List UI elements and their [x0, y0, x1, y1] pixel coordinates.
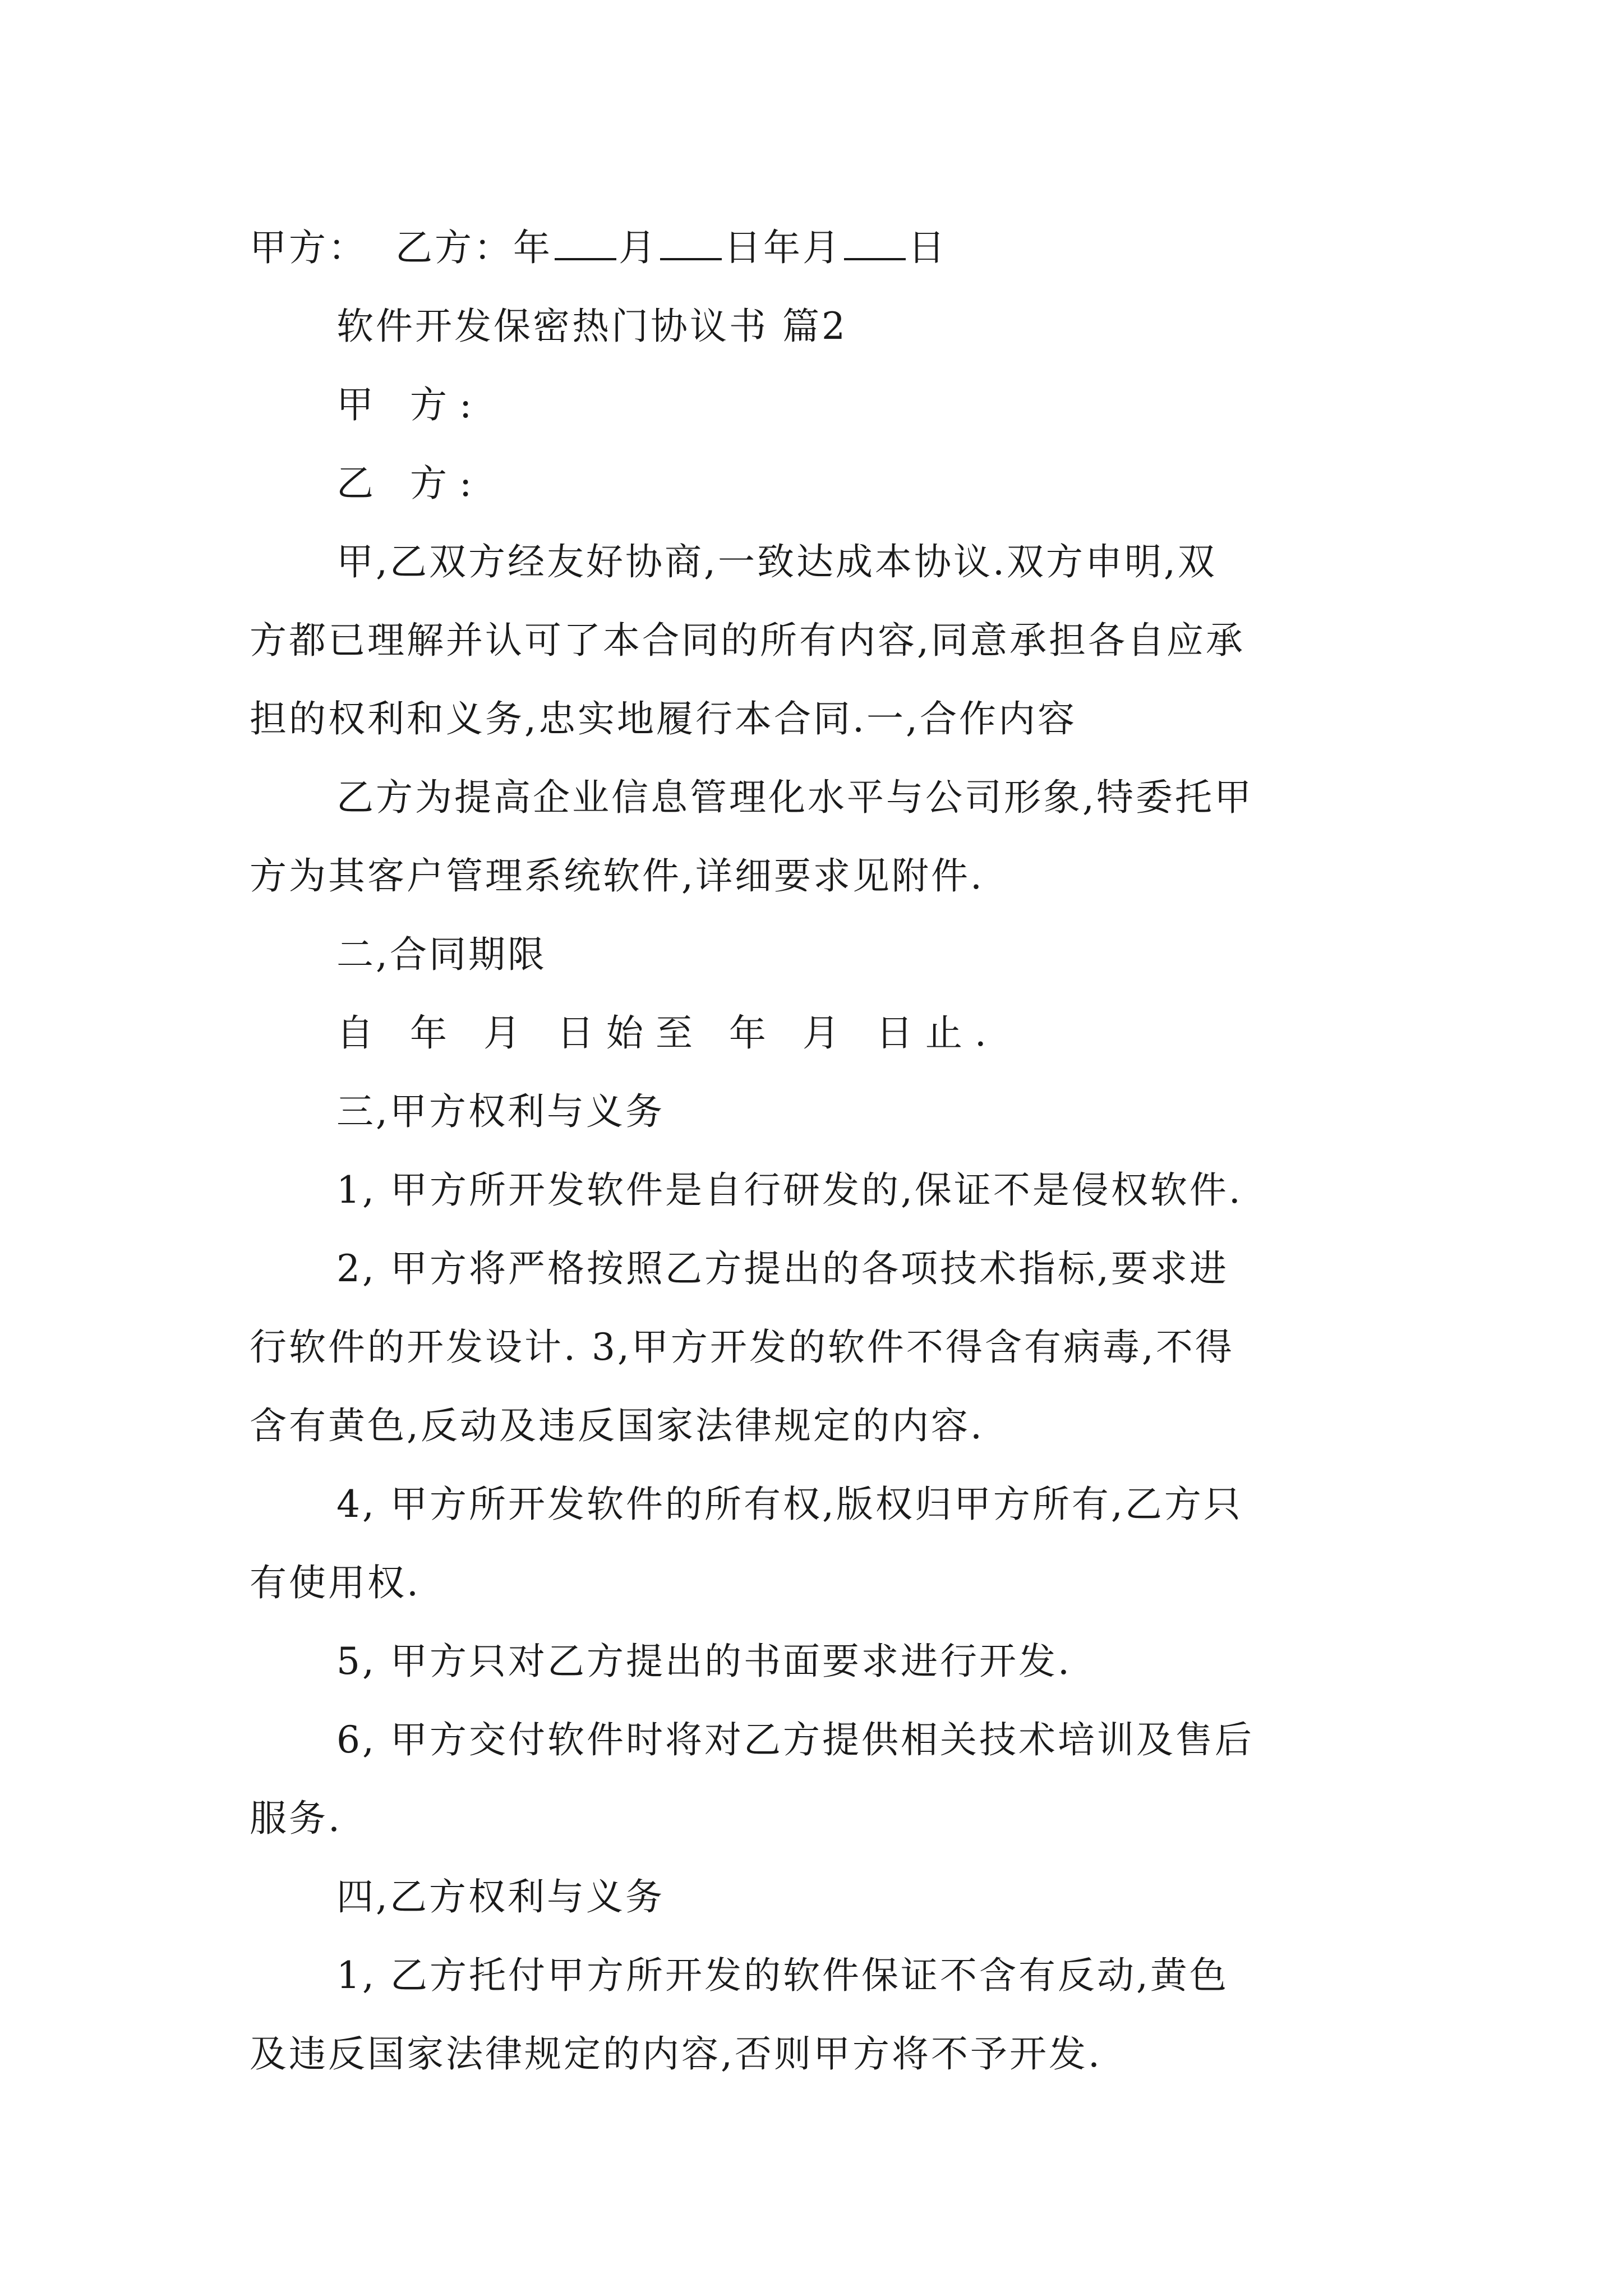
day-label: 日 — [907, 226, 947, 269]
paragraph-line: 自 年 月 日始至 年 月 日止. — [336, 1011, 999, 1055]
signature-line — [250, 209, 1374, 287]
party-b-label: 乙方：年 — [395, 226, 552, 269]
month-label: 月 — [618, 226, 658, 269]
clause-line: 服务. — [250, 1797, 342, 1840]
clause-line: 4, 甲方所开发软件的所有权,版权归甲方所有,乙方只 — [336, 1483, 1243, 1526]
section-heading: 四,乙方权利与义务 — [336, 1875, 665, 1918]
paragraph-line: 方都已理解并认可了本合同的所有内容,同意承担各自应承 — [250, 619, 1245, 662]
paragraph-line: 方为其客户管理系统软件,详细要求见附件. — [250, 854, 984, 898]
clause-line: 含有黄色,反动及违反国家法律规定的内容. — [250, 1404, 984, 1447]
clause-line: 6, 甲方交付软件时将对乙方提供相关技术培训及售后 — [336, 1718, 1254, 1761]
clause-line: 5, 甲方只对乙方提出的书面要求进行开发. — [336, 1640, 1072, 1683]
section-title: 软件开发保密热门协议书 篇2 — [336, 305, 847, 348]
section-heading: 二,合同期限 — [336, 933, 547, 976]
section-heading: 三,甲方权利与义务 — [336, 1090, 665, 1133]
paragraph-line: 甲,乙双方经友好协商,一致达成本协议.双方申明,双 — [336, 540, 1217, 583]
clause-line: 1, 乙方托付甲方所开发的软件保证不含有反动,黄色 — [336, 1954, 1229, 1997]
blank-line — [555, 229, 616, 260]
party-a-line: 甲 方: — [336, 383, 485, 426]
clause-line: 2, 甲方将严格按照乙方提出的各项技术指标,要求进 — [336, 1247, 1229, 1290]
clause-line: 有使用权. — [250, 1561, 421, 1604]
blank-line — [844, 229, 906, 260]
document-body — [250, 209, 1374, 2093]
clause-line: 及违反国家法律规定的内容,否则甲方将不予开发. — [250, 2032, 1102, 2076]
day-year-label: 日年月 — [723, 226, 842, 269]
paragraph-line: 乙方为提高企业信息管理化水平与公司形象,特委托甲 — [336, 776, 1253, 819]
party-a-label: 甲方： — [250, 226, 367, 269]
paragraph-line: 担的权利和义务,忠实地履行本合同.一,合作内容 — [250, 697, 1077, 740]
party-b-line: 乙 方: — [336, 462, 485, 505]
clause-line: 1, 甲方所开发软件是自行研发的,保证不是侵权软件. — [336, 1168, 1243, 1212]
blank-line — [660, 229, 722, 260]
clause-line: 行软件的开发设计. 3,甲方开发的软件不得含有病毒,不得 — [250, 1326, 1234, 1369]
